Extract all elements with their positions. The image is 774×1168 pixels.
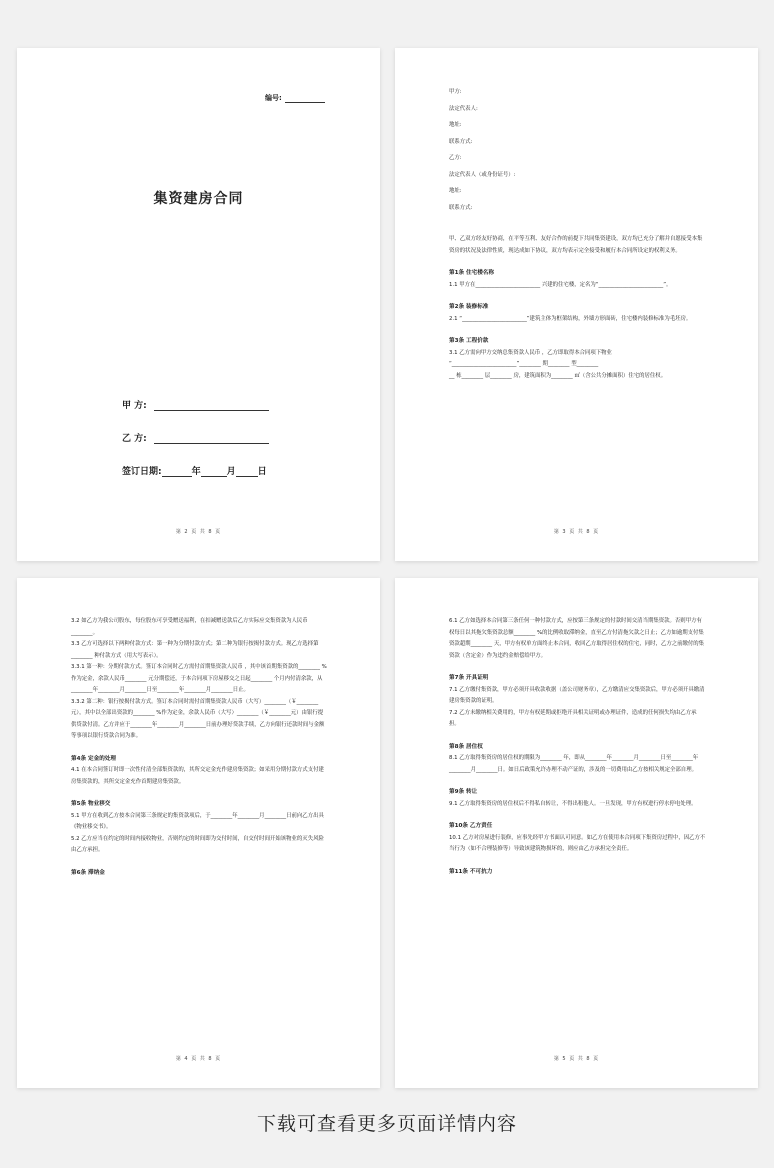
party-a-blank <box>154 402 269 411</box>
clause: 3.2 如乙方为我公司股东，每位股东可享受赠送福利，在扣减赠送款后乙方实际应交集资款为人民币________。 <box>71 618 308 636</box>
article-heading: 第2条 装修标准 <box>449 304 489 310</box>
document-title: 集资建房合同 <box>153 191 244 207</box>
contract-page-3 <box>395 48 758 561</box>
clause: __ 栋________ 层________ 房，建筑面积为________ ㎡（含公共分摊面积）住宅的居住权。 <box>449 372 667 379</box>
article-heading: 第8条 居住权 <box>449 743 483 750</box>
clause: 7.2 乙方未缴纳相关费用的，甲方有权延期或拒绝开具相关证明或办理证件，造成的任何损失均由乙方承担。 <box>449 709 697 727</box>
year-label: 年 <box>191 467 201 477</box>
intro-paragraph: 甲、乙双方经友好协商，在平等互利、友好合作的前提下共同集资建设，双方均已充分了解并自愿接受本集资房的状况及法律性质，现达成如下协议，双方均表示完全接受和履行本合同所设定的权利义务。 <box>449 236 703 254</box>
clause: 7.1 乙方缴付集资款，甲方必须开具收款收据（盖公司财务章），乙方缴清应交集资款后，甲方必须开具缴清建房集资款的证明。 <box>449 686 705 704</box>
clause: 5.2 乙方应当在约定的时间内接收物业，否则约定的时间即为交付时间，自交付时间开始该物业的灭失风险由乙方承担。 <box>71 835 324 853</box>
clause: 3.1 乙方需向甲方交纳总集资款人民币 ，乙方即取得本合同项下物业 <box>449 349 612 356</box>
page-content <box>449 616 706 878</box>
party-a-label: 甲 方: <box>122 401 147 411</box>
clause: 3.3.2 第二种：银行按揭付款方式。签订本合同时需付首期集资款人民币（大写）________（￥________元），其中以全部出资款的________ %作为定金，余款人民币（大写）________（￥________元）由银行提供贷款付清。乙方并应于________年________月________日前办理好贷款手续，乙方向银行还款时间与金额等事项以银行贷款合同为准。 <box>71 698 325 739</box>
article-heading: 第11条 不可抗力 <box>449 868 493 875</box>
article-heading: 第3条 工程价款 <box>449 338 489 344</box>
clause: 4.1 在本合同签订时即一次性付清全部集资款的，其所交定金充作建房集资款；如采用分期付款方式支付建房集资款的，其所交定金充作首期建房集资款。 <box>71 767 324 785</box>
page-content <box>71 616 328 879</box>
clause: 3.3.1 第一种：分期付款方式。签订本合同时乙方需付首期集资款人民币 ，其中该首期集资款的________ %作为定金，余款人民币________ 元分期偿还，于本合同项下房屋移交之日起________ 个月内付清余款，从________年________月________日至________年________月________日止。 <box>71 664 327 693</box>
info-line: 乙方: <box>449 155 462 161</box>
info-line: 联系方式: <box>449 204 473 211</box>
day-label: 日 <box>257 467 267 477</box>
clause: “________________________”________ 期________ 型________ <box>449 361 599 367</box>
page-number: 第 3 页 共 8 页 <box>553 529 600 535</box>
serial-number <box>265 93 325 103</box>
clause: 9.1 乙方取得集资房的居住权后不得私自转让，不得出租他人。一旦发现，甲方有权进行停水停电处理。 <box>449 800 697 807</box>
article-heading: 第9条 转让 <box>449 789 478 795</box>
clause: 3.3 乙方可选择以下两种付款方式：第一种为分期付款方式；第二种为银行按揭付款方式。现乙方选择第________ 种付款方式（用大写表示）。 <box>71 641 319 659</box>
clause: 8.1 乙方取得集资房的居住权的期限为________ 年，即从________年________月________日至________年________月________日。如日后政策允许办理不动产证的，涉及的一切费用由乙方按相关规定全部自理。 <box>449 755 699 773</box>
party-a-line <box>122 398 269 411</box>
article-heading: 第5条 物业移交 <box>71 801 111 807</box>
clause: 10.1 乙方对房屋进行装修，应事先经甲方书面认可同意。如乙方在使用本合同项下集资房过程中，因乙方不当行为（如不合理装修等）导致该建筑物损坏的，则应由乙方承担完全责任。 <box>449 834 706 852</box>
month-blank <box>201 468 227 477</box>
year-blank <box>162 468 192 477</box>
clause: 2.1 “________________________”建筑主体为框架结构，外墙方形面砖，住宅楼内装修标准为毛坯房。 <box>449 315 692 322</box>
party-b-label: 乙 方: <box>122 434 147 444</box>
day-blank <box>236 468 258 477</box>
info-line: 地址: <box>449 188 462 194</box>
article-heading: 第7条 开具证明 <box>449 675 489 681</box>
page-number: 第 4 页 共 8 页 <box>175 1056 222 1062</box>
sign-date-label: 签订日期: <box>122 467 162 477</box>
article-heading: 第4条 定金的处理 <box>71 755 116 762</box>
serial-label: 编号: <box>265 94 282 102</box>
info-line: 法定代表人（或身份证号）: <box>449 171 516 178</box>
article-heading: 第1条 住宅楼名称 <box>449 270 494 276</box>
download-more-link[interactable]: 下载可查看更多页面详情内容 <box>256 1113 517 1135</box>
page-content <box>449 84 706 382</box>
party-b-line <box>122 431 269 444</box>
page-number: 第 5 页 共 8 页 <box>553 1056 600 1062</box>
info-line: 甲方: <box>449 89 462 95</box>
clause: 5.1 甲方在收到乙方按本合同第三条规定的集资款项后，于________年________月________日前向乙方出具《物业移交书》。 <box>71 812 324 830</box>
month-label: 月 <box>226 467 236 477</box>
sign-date <box>122 464 267 477</box>
contract-page-4 <box>17 578 380 1088</box>
cover-page <box>17 48 380 561</box>
article-heading: 第10条 乙方责任 <box>449 823 493 829</box>
clause: 1.1 甲方在________________________ 兴建的住宅楼，定名为“________________________”。 <box>449 281 672 288</box>
article-heading: 第6条 滞纳金 <box>71 869 105 876</box>
info-line: 法定代表人: <box>449 105 478 112</box>
party-info <box>449 84 706 216</box>
party-b-blank <box>154 435 269 444</box>
serial-blank <box>285 96 325 103</box>
contract-page-5 <box>395 578 758 1088</box>
info-line: 联系方式: <box>449 138 473 145</box>
info-line: 地址: <box>449 122 462 128</box>
page-number: 第 2 页 共 8 页 <box>175 529 222 535</box>
clause: 6.1 乙方如选择本合同第三条任何一种付款方式，应按第三条规定的付款时间交清当期集资款。否则甲方有权每日以其拖欠集资款总额________ %的比例收取滞纳金，直至乙方付清拖欠款之日止；乙方如逾期支付集资款超期________ 天，甲方有权单方面终止本合同，收回乙方取得居住权的住宅，同时，乙方之前缴付的集资款（含定金）作为违约金赔偿给甲方。 <box>449 618 705 659</box>
